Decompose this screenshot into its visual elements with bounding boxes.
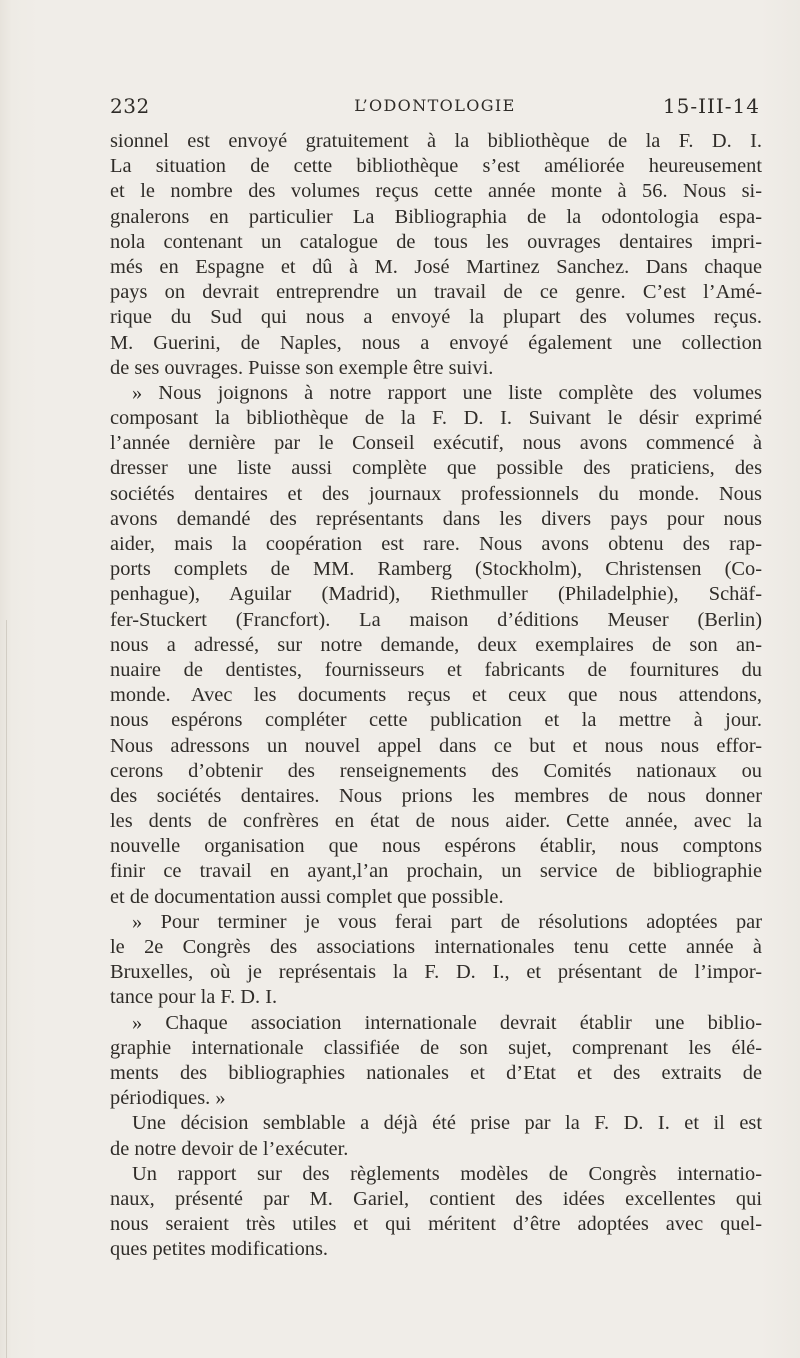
text-line: rique du Sud qui nous a envoyé la plupart des volumes reçus.: [110, 306, 762, 329]
body-text: [110, 129, 762, 1262]
text-line: pays on devrait entreprendre un travail de ce genre. C’est l’Amé-: [110, 281, 762, 304]
text-line: ques petites modifications.: [110, 1238, 329, 1261]
text-line: La situation de cette bibliothèque s’est améliorée heureusement: [110, 155, 762, 178]
page-edge-shadow: [6, 620, 7, 1358]
text-line: sociétés dentaires et des journaux professionnels du monde. Nous: [110, 482, 762, 505]
text-line: et le nombre des volumes reçus cette année monte à 56. Nous si-: [110, 180, 762, 203]
text-line: fer-Stuckert (Francfort). La maison d’éditions Meuser (Berlin): [110, 608, 762, 631]
text-line: monde. Avec les documents reçus et ceux que nous attendons,: [110, 684, 762, 707]
text-line: ports complets de MM. Ramberg (Stockholm), Christensen (Co-: [110, 558, 762, 581]
text-line: composant la bibliothèque de la F. D. I. Suivant le désir exprimé: [110, 407, 762, 430]
text-line: et de documentation aussi complet que possible.: [110, 885, 504, 908]
text-line: graphie internationale classifiée de son sujet, comprenant les élé-: [110, 1036, 762, 1059]
text-line: dresser une liste aussi complète que possible des praticiens, des: [110, 457, 762, 480]
text-line: penhague), Aguilar (Madrid), Riethmuller (Philadelphie), Schäf-: [110, 583, 762, 606]
journal-title: L’ODONTOLOGIE: [354, 96, 516, 115]
text-line: nous a adressé, sur notre demande, deux exemplaires de son an-: [110, 633, 762, 656]
text-line: Un rapport sur des règlements modèles de Congrès internatio-: [132, 1162, 762, 1185]
text-line: tance pour la F. D. I.: [110, 986, 278, 1009]
text-line: ments des bibliographies nationales et d’Etat et des extraits de: [110, 1061, 762, 1084]
text-line: avons demandé des représentants dans les divers pays pour nous: [110, 507, 762, 530]
text-line: l’année dernière par le Conseil exécutif, nous avons commencé à: [110, 432, 762, 455]
text-line: périodiques. »: [110, 1087, 226, 1110]
text-line: finir ce travail en ayant,l’an prochain, un service de bibliographie: [110, 860, 762, 883]
text-line: de ses ouvrages. Puisse son exemple être suivi.: [110, 356, 494, 379]
text-line: » Chaque association internationale devrait établir une biblio-: [132, 1011, 762, 1034]
text-line: cerons d’obtenir des renseignements des Comités nationaux ou: [110, 759, 762, 782]
text-line: sionnel est envoyé gratuitement à la bibliothèque de la F. D. I.: [110, 130, 762, 152]
text-line: » Pour terminer je vous ferai part de résolutions adoptées par: [132, 910, 762, 933]
text-line: des sociétés dentaires. Nous prions les membres de nous donner: [110, 784, 762, 807]
text-line: de notre devoir de l’exécuter.: [110, 1137, 349, 1160]
text-line: nouvelle organisation que nous espérons établir, nous comptons: [110, 835, 762, 858]
text-line: M. Guerini, de Naples, nous a envoyé également une collection: [110, 331, 762, 354]
page-number: 232: [110, 94, 150, 118]
text-line: le 2e Congrès des associations internationales tenu cette année à: [110, 936, 762, 958]
text-line: naux, présenté par M. Gariel, contient des idées excellentes qui: [110, 1187, 762, 1210]
issue-date: 15-III-14: [662, 94, 760, 118]
text-line: més en Espagne et dû à M. José Martinez Sanchez. Dans chaque: [110, 255, 762, 278]
running-header: [110, 94, 760, 124]
text-line: les dents de confrères en état de nous aider. Cette année, avec la: [110, 810, 762, 833]
text-line: Bruxelles, où je représentais la F. D. I., et présentant de l’impor-: [110, 961, 762, 984]
text-line: Une décision semblable a déjà été prise par la F. D. I. et il est: [132, 1112, 762, 1135]
text-line: » Nous joignons à notre rapport une liste complète des volumes: [132, 381, 762, 404]
text-line: nuaire de dentistes, fournisseurs et fabricants de fournitures du: [110, 658, 762, 681]
text-line: Nous adressons un nouvel appel dans ce but et nous nous effor-: [110, 734, 762, 757]
text-line: nola contenant un catalogue de tous les ouvrages dentaires impri-: [110, 230, 762, 253]
text-line: aider, mais la coopération est rare. Nous avons obtenu des rap-: [110, 533, 762, 555]
text-line: nous seraient très utiles et qui méritent d’être adoptées avec quel-: [110, 1213, 762, 1236]
text-line: gnalerons en particulier La Bibliographia de la odontologia espa-: [110, 205, 762, 228]
text-line: nous espérons compléter cette publication et la mettre à jour.: [110, 709, 762, 732]
